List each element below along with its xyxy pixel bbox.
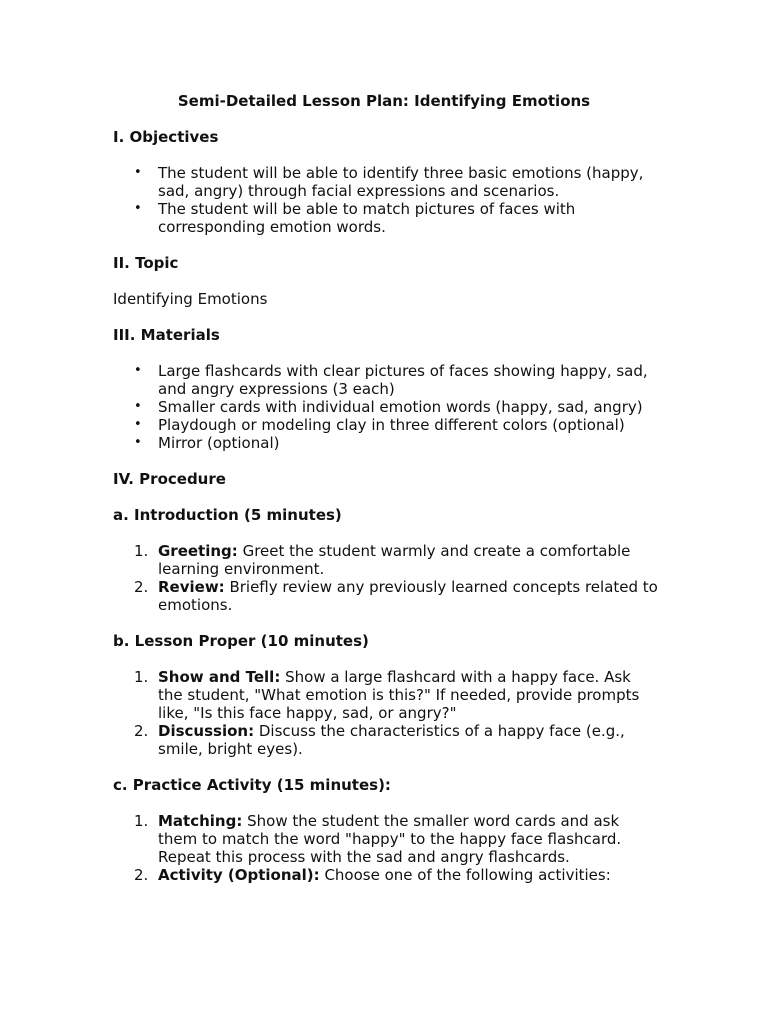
materials-heading: III. Materials (113, 326, 220, 344)
bullet-icon: • (134, 201, 142, 216)
list-item (134, 164, 658, 200)
list-item-text: Mirror (optional) (158, 434, 280, 452)
step-text: Choose one of the following activities: (319, 866, 611, 884)
list-item (134, 866, 658, 884)
step-text: Show a large flashcard with a happy face. Ask the student, "What emotion is this?" If needed, provide prompts like, "Is this face happy, sad, or angry?" (158, 668, 640, 722)
step-term: Matching: (158, 812, 243, 830)
practice-activity-heading: c. Practice Activity (15 minutes): (113, 776, 391, 794)
lesson-proper-steps (113, 668, 658, 758)
list-item (134, 200, 658, 236)
introduction-steps (113, 542, 658, 614)
step-text: Briefly review any previously learned concepts related to emotions. (158, 578, 658, 614)
list-item (134, 434, 658, 452)
bullet-icon: • (134, 435, 142, 450)
bullet-icon: • (134, 165, 142, 180)
step-number: 1. (134, 542, 149, 560)
bullet-icon: • (134, 417, 142, 432)
list-item-text: Playdough or modeling clay in three different colors (optional) (158, 416, 625, 434)
list-item (134, 362, 658, 398)
step-number: 1. (134, 668, 149, 686)
step-text: Discuss the characteristics of a happy face (e.g., smile, bright eyes). (158, 722, 625, 758)
introduction-heading: a. Introduction (5 minutes) (113, 506, 342, 524)
step-number: 1. (134, 812, 149, 830)
step-term: Review: (158, 578, 225, 596)
materials-list (113, 362, 658, 452)
step-term: Activity (Optional): (158, 866, 320, 884)
step-number: 2. (134, 866, 149, 884)
practice-activity-steps (113, 812, 658, 884)
topic-heading: II. Topic (113, 254, 179, 272)
document-title: Semi-Detailed Lesson Plan: Identifying Emotions (177, 92, 591, 110)
step-term: Show and Tell: (158, 668, 281, 686)
step-term: Greeting: (158, 542, 238, 560)
topic-text: Identifying Emotions (113, 290, 268, 308)
list-item (134, 416, 658, 434)
step-text: Greet the student warmly and create a comfortable learning environment. (158, 542, 631, 578)
procedure-heading: IV. Procedure (113, 470, 226, 488)
list-item-text: The student will be able to match pictures of faces with corresponding emotion words. (158, 200, 576, 236)
bullet-icon: • (134, 399, 142, 414)
step-number: 2. (134, 722, 149, 740)
list-item-text: Smaller cards with individual emotion words (happy, sad, angry) (158, 398, 643, 416)
list-item (134, 722, 658, 758)
list-item (134, 668, 658, 722)
list-item (134, 398, 658, 416)
document-body (113, 92, 658, 902)
step-number: 2. (134, 578, 149, 596)
list-item (134, 812, 658, 866)
lesson-proper-heading: b. Lesson Proper (10 minutes) (113, 632, 369, 650)
list-item (134, 578, 658, 614)
step-term: Discussion: (158, 722, 255, 740)
objectives-heading: I. Objectives (113, 128, 219, 146)
objectives-list (113, 164, 658, 236)
step-text: Show the student the smaller word cards and ask them to match the word "happy" to the happy face flashcard. Repeat this process with the sad and angry flashcards. (158, 812, 622, 866)
bullet-icon: • (134, 363, 142, 378)
list-item-text: Large flashcards with clear pictures of faces showing happy, sad, and angry expressions (3 each) (158, 362, 648, 398)
list-item-text: The student will be able to identify three basic emotions (happy, sad, angry) through facial expressions and scenarios. (158, 164, 644, 200)
list-item (134, 542, 658, 578)
